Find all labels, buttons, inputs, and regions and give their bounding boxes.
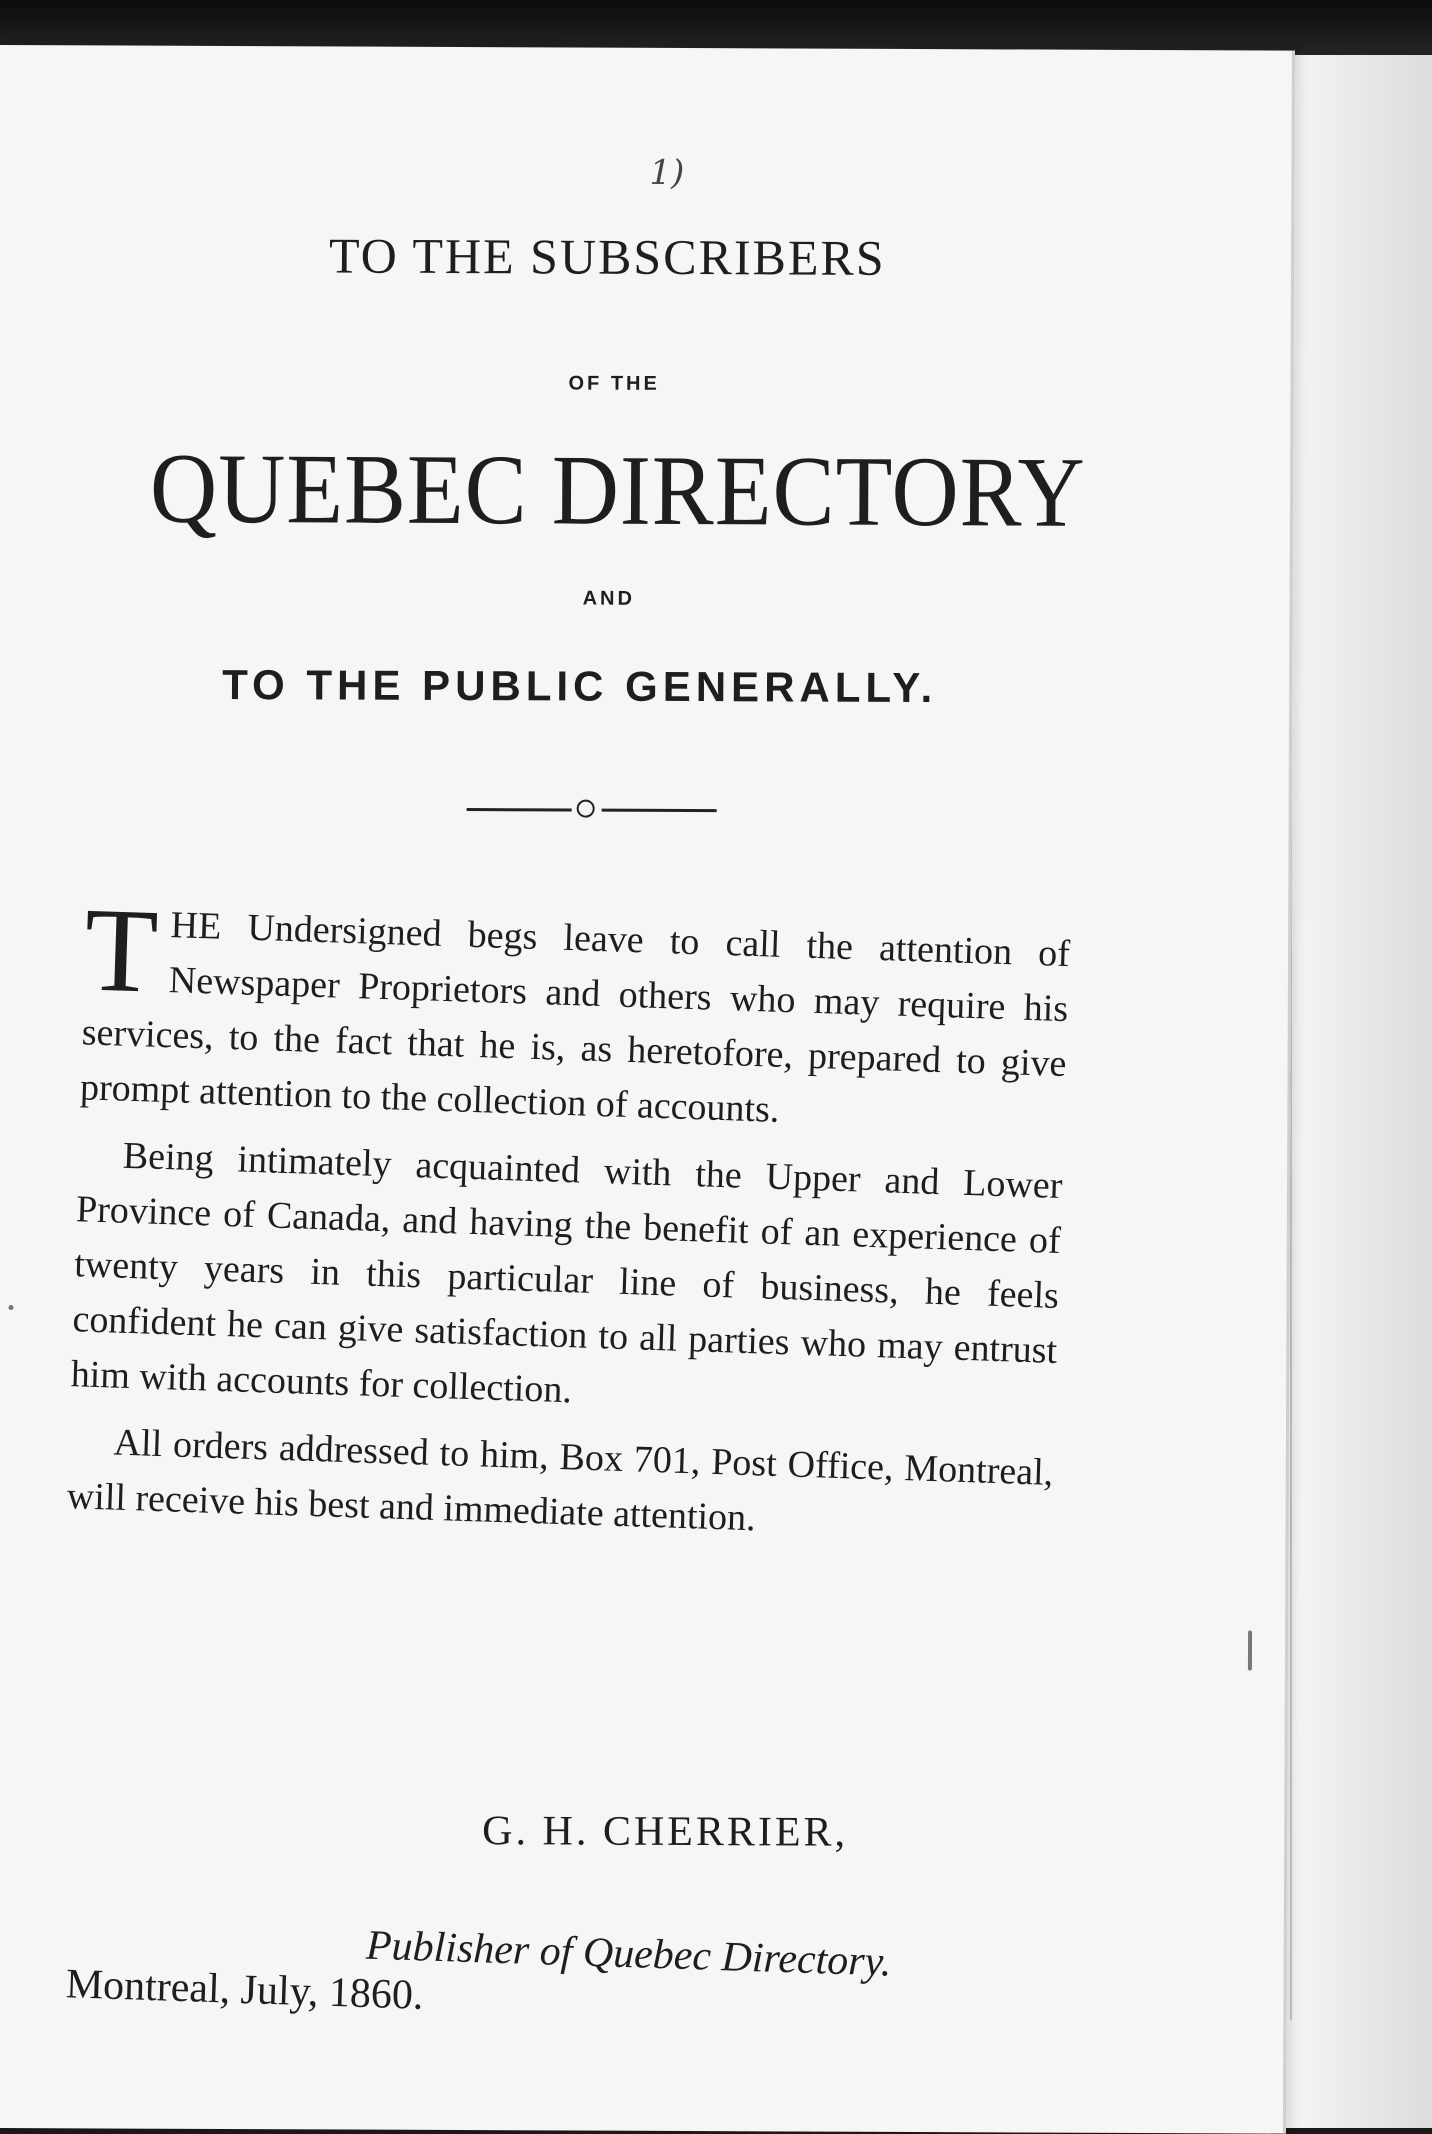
signature-title: Publisher of Quebec Directory. (365, 1922, 893, 1986)
heading-public-generally: TO THE PUBLIC GENERALLY. (222, 660, 938, 712)
document-page (0, 45, 1295, 2134)
page-title: QUEBEC DIRECTORY (149, 432, 1086, 548)
paper-mark (1248, 1630, 1252, 1670)
divider-circle-icon (577, 800, 595, 818)
paragraph-intro (79, 882, 1071, 1147)
dateline: Montreal, July, 1860. (65, 1961, 425, 2019)
paper-speck (8, 1305, 13, 1310)
folio-mark: 1) (649, 152, 685, 193)
heading-subscribers: TO THE SUBSCRIBERS (328, 227, 886, 286)
connector-of-the: OF THE (568, 372, 660, 395)
paragraph-intro-text: HE Undersigned begs leave to call the attention of Newspaper Proprietors and others who may require his services, to the fact that he is, as heretofore, prepared to give prompt attention to the collection of accounts. (79, 904, 1071, 1131)
body-text (66, 882, 1071, 1567)
divider-rule-left (467, 808, 572, 811)
divider-rule-right (602, 809, 717, 813)
page-content (65, 115, 1090, 2019)
connector-and: AND (582, 587, 635, 610)
paragraph-experience: Being intimately acquainted with the Upper and Lower Province of Canada, and having the benefit of an experience of twenty years in this particular line of business, he feels confident he can give satisfaction to all parties who may entrust him with accounts for collection. (70, 1134, 1064, 1412)
paragraph-orders: All orders addressed to him, Box 701, Post Office, Montreal, will receive his best and immediate attention. (66, 1421, 1054, 1540)
signature-name: G. H. CHERRIER, (482, 1808, 849, 1856)
ornamental-divider (467, 797, 717, 822)
drop-cap: T (82, 882, 160, 1018)
